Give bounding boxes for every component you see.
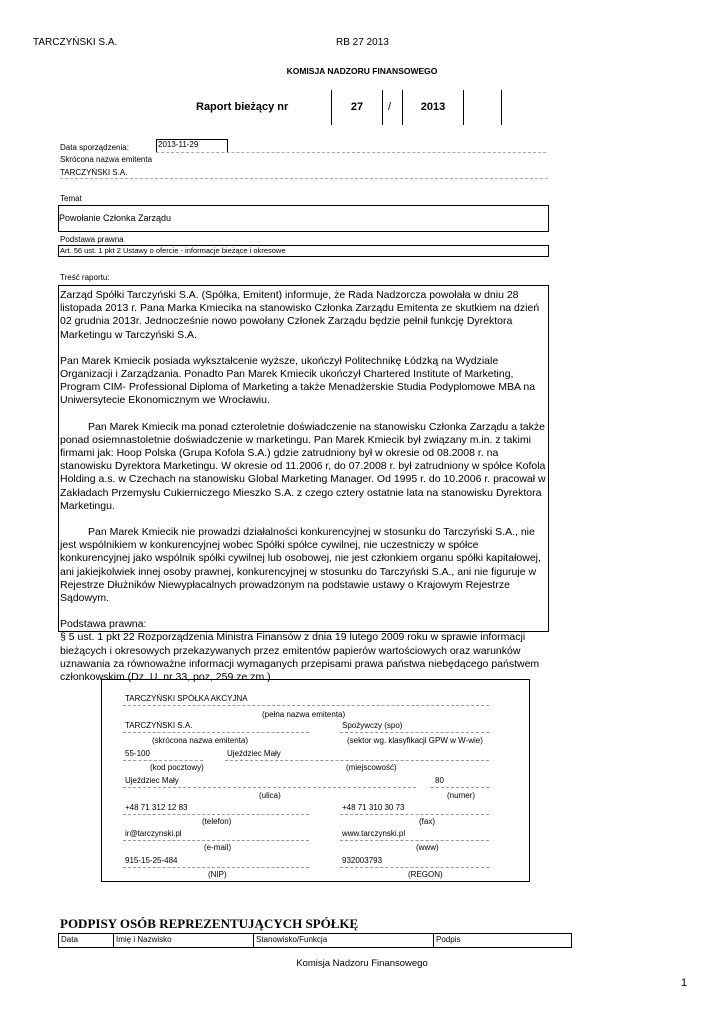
issuer-city-caption: (miejscowość) — [346, 763, 397, 772]
issuer-full-name-caption: (pełna nazwa emitenta) — [262, 710, 346, 719]
content-paragraph: Pan Marek Kmiecik ma ponad czteroletnie doświadczenie na stanowisku Członka Zarządu a także ponad osiemnastoletnie doświadczenie w marketingu. Pan Marek Kmiecik był związany m.in. z takimi firmami jak: Hoop Polska (Grupa Kofola S.A.) gdzie zatrudniony był w okresie od 08.2008 r. na stanowisku Dyrektora Marketingu. W okresie od 11.2006 r, do 07.2008 r. był zatrudniony w spółce Kofola Holding a.s. w Czechach na stanowisku Global Marketing Manager. Od 1995 r. do 10.2006 r. pracował w Zakładach Przemysłu Cukierniczego Mieszko S.A. z czego cztery ostatnie lata na stanowisku Dyrektora Marketingu. — [60, 420, 546, 512]
divider — [123, 867, 309, 868]
issuer-sector: Spożywczy (spo) — [342, 721, 403, 730]
content-paragraph: Zarząd Spółki Tarczyński S.A. (Spółka, Emitent) informuje, że Rada Nadzorcza powołała w dniu 28 listopada 2013 r. Pana Marka Kmiecika na stanowisko Członka Zarządu Emitenta ze skutkiem na dzień 02 grudnia 2013r. Jednocześnie nowo powołany Członek Zarządu będzie pełnił funkcję Dyrektora Marketingu w Tarczyński S.A. — [60, 289, 540, 341]
issuer-full-name: TARCZYŃSKI SPÓŁKA AKCYJNA — [125, 694, 248, 703]
issuer-sector-caption: (sektor wg. klasyfikacji GPW w W-wie) — [347, 736, 483, 745]
short-name-divider — [60, 178, 548, 179]
divider — [340, 840, 489, 841]
legal-basis-label: Podstawa prawna — [60, 235, 124, 244]
divider — [340, 732, 489, 733]
divider — [431, 787, 489, 788]
issuer-postal-caption: (kod pocztowy) — [150, 763, 204, 772]
header-report-code: RB 27 2013 — [336, 37, 389, 48]
date-field — [156, 139, 228, 152]
issuer-phone: +48 71 312 12 83 — [125, 803, 188, 812]
content-paragraph: § 5 ust. 1 pkt 22 Rozporządzenia Ministra Finansów z dnia 19 lutego 2009 roku w sprawie informacji bieżących i okresowych przekazywanych przez emitentów papierów wartościowych oraz warunków uznawania za równoważne informacji wymaganych przepisami prawa państwa niebędącego państwem członkowskim (Dz. U. nr 33, poz, 259 ze zm.) — [60, 631, 540, 684]
divider — [123, 705, 489, 706]
report-slash: / — [388, 101, 392, 113]
issuer-fax-caption: (fax) — [419, 817, 435, 826]
report-label: Raport bieżący nr — [196, 101, 289, 113]
content-body — [60, 289, 546, 684]
date-divider — [156, 152, 546, 153]
issuer-regon-caption: (REGON) — [408, 870, 443, 879]
page-number: 1 — [681, 977, 688, 989]
report-year: 2013 — [420, 101, 446, 113]
report-year-box — [402, 90, 464, 125]
divider — [123, 760, 203, 761]
issuer-www: www.tarczynski.pl — [342, 829, 406, 838]
issuer-fax: +48 71 310 30 73 — [342, 803, 405, 812]
divider — [123, 840, 309, 841]
signature-col-date: Data — [58, 934, 113, 947]
signature-col-signature: Podpis — [433, 934, 572, 947]
subject-value: Powołanie Członka Zarządu — [59, 213, 172, 223]
issuer-number-caption: (numer) — [447, 791, 476, 800]
subject-box — [58, 205, 549, 232]
report-number: 27 — [350, 101, 364, 113]
content-paragraph: Pan Marek Kmiecik posiada wykształcenie wyższe, ukończył Politechnikę Łódzką na Wydziale Organizacji i Zarządzania. Ponadto Pan Marek Kmiecik ukończył Chartered Institute of Marketing, Program CIM- Professional Diploma of Marketing a także Menadżerskie Studia Podyplomowe MBA na Uniwersytecie Ekonomicznym we Wrocławiu. — [60, 354, 536, 407]
legal-basis-box — [58, 245, 549, 257]
divider — [123, 814, 309, 815]
issuer-regon: 932003793 — [342, 856, 383, 865]
issuer-phone-caption: (telefon) — [202, 817, 232, 826]
signatures-title: PODPISY OSÓB REPREZENTUJĄCYCH SPÓŁKĘ — [60, 916, 359, 931]
issuer-short-name-caption: (skrócona nazwa emitenta) — [152, 736, 249, 745]
report-number-box — [331, 90, 383, 125]
divider — [123, 787, 416, 788]
content-box — [58, 285, 549, 684]
issuer-email: ir@tarczynski.pl — [125, 829, 182, 838]
issuer-short-name: TARCZYŃSKI S.A. — [125, 721, 193, 730]
divider — [123, 732, 309, 733]
issuer-email-caption: (e-mail) — [204, 843, 232, 852]
issuer-street-caption: (ulica) — [259, 791, 281, 800]
date-label: Data sporządzenia: — [60, 143, 129, 152]
issuer-postal-code: 55-100 — [125, 749, 150, 758]
divider — [340, 814, 489, 815]
issuer-city: Ujeździec Mały — [227, 749, 281, 758]
divider — [225, 760, 489, 761]
report-extra-box — [464, 90, 502, 125]
short-name-label: Skrócona nazwa emitenta — [60, 155, 153, 164]
header-company: TARCZYŃSKI S.A. — [33, 37, 118, 48]
content-label: Treść raportu: — [60, 273, 110, 282]
commission-title: KOMISJA NADZORU FINANSOWEGO — [286, 66, 438, 76]
issuer-nip: 915-15-25-484 — [125, 856, 178, 865]
divider — [340, 867, 489, 868]
date-value: 2013-11-29 — [158, 140, 199, 149]
signature-col-position: Stanowisko/Funkcja — [253, 934, 433, 947]
content-paragraph: Podstawa prawna: — [60, 618, 147, 631]
content-paragraph: Pan Marek Kmiecik nie prowadzi działalności konkurencyjnej w stosunku do Tarczyński S.A., nie jest wspólnikiem w konkurencyjnej wobec Spółki spółce cywilnej, nie uczestniczy w spółce konkurencyjnej jako wspólnik spółki cywilnej lub osobowej, nie jest członkiem organu spółki kapitałowej, ani jakiejkolwiek innej osoby prawnej, konkurencyjnej w stosunku do Tarczyński S.A., ani nie figuruje w Rejestrze Dłużników Niewypłacalnych prowadzonym na podstawie ustawy o Krajowym Rejestrze Sądowym. — [60, 526, 541, 605]
issuer-www-caption: (www) — [416, 843, 439, 852]
issuer-nip-caption: (NIP) — [208, 870, 227, 879]
signature-col-name: Imię i Nazwisko — [113, 934, 253, 947]
short-name-value: TARCZYŃSKI S.A. — [60, 168, 128, 177]
footer-text: Komisja Nadzoru Finansowego — [296, 958, 428, 969]
issuer-street: Ujeździec Mały — [125, 776, 179, 785]
subject-label: Temat — [60, 194, 82, 203]
issuer-number: 80 — [435, 776, 444, 785]
legal-basis-value: Art. 56 ust. 1 pkt 2 Ustawy o ofercie - informacje bieżące i okresowe — [60, 246, 286, 255]
